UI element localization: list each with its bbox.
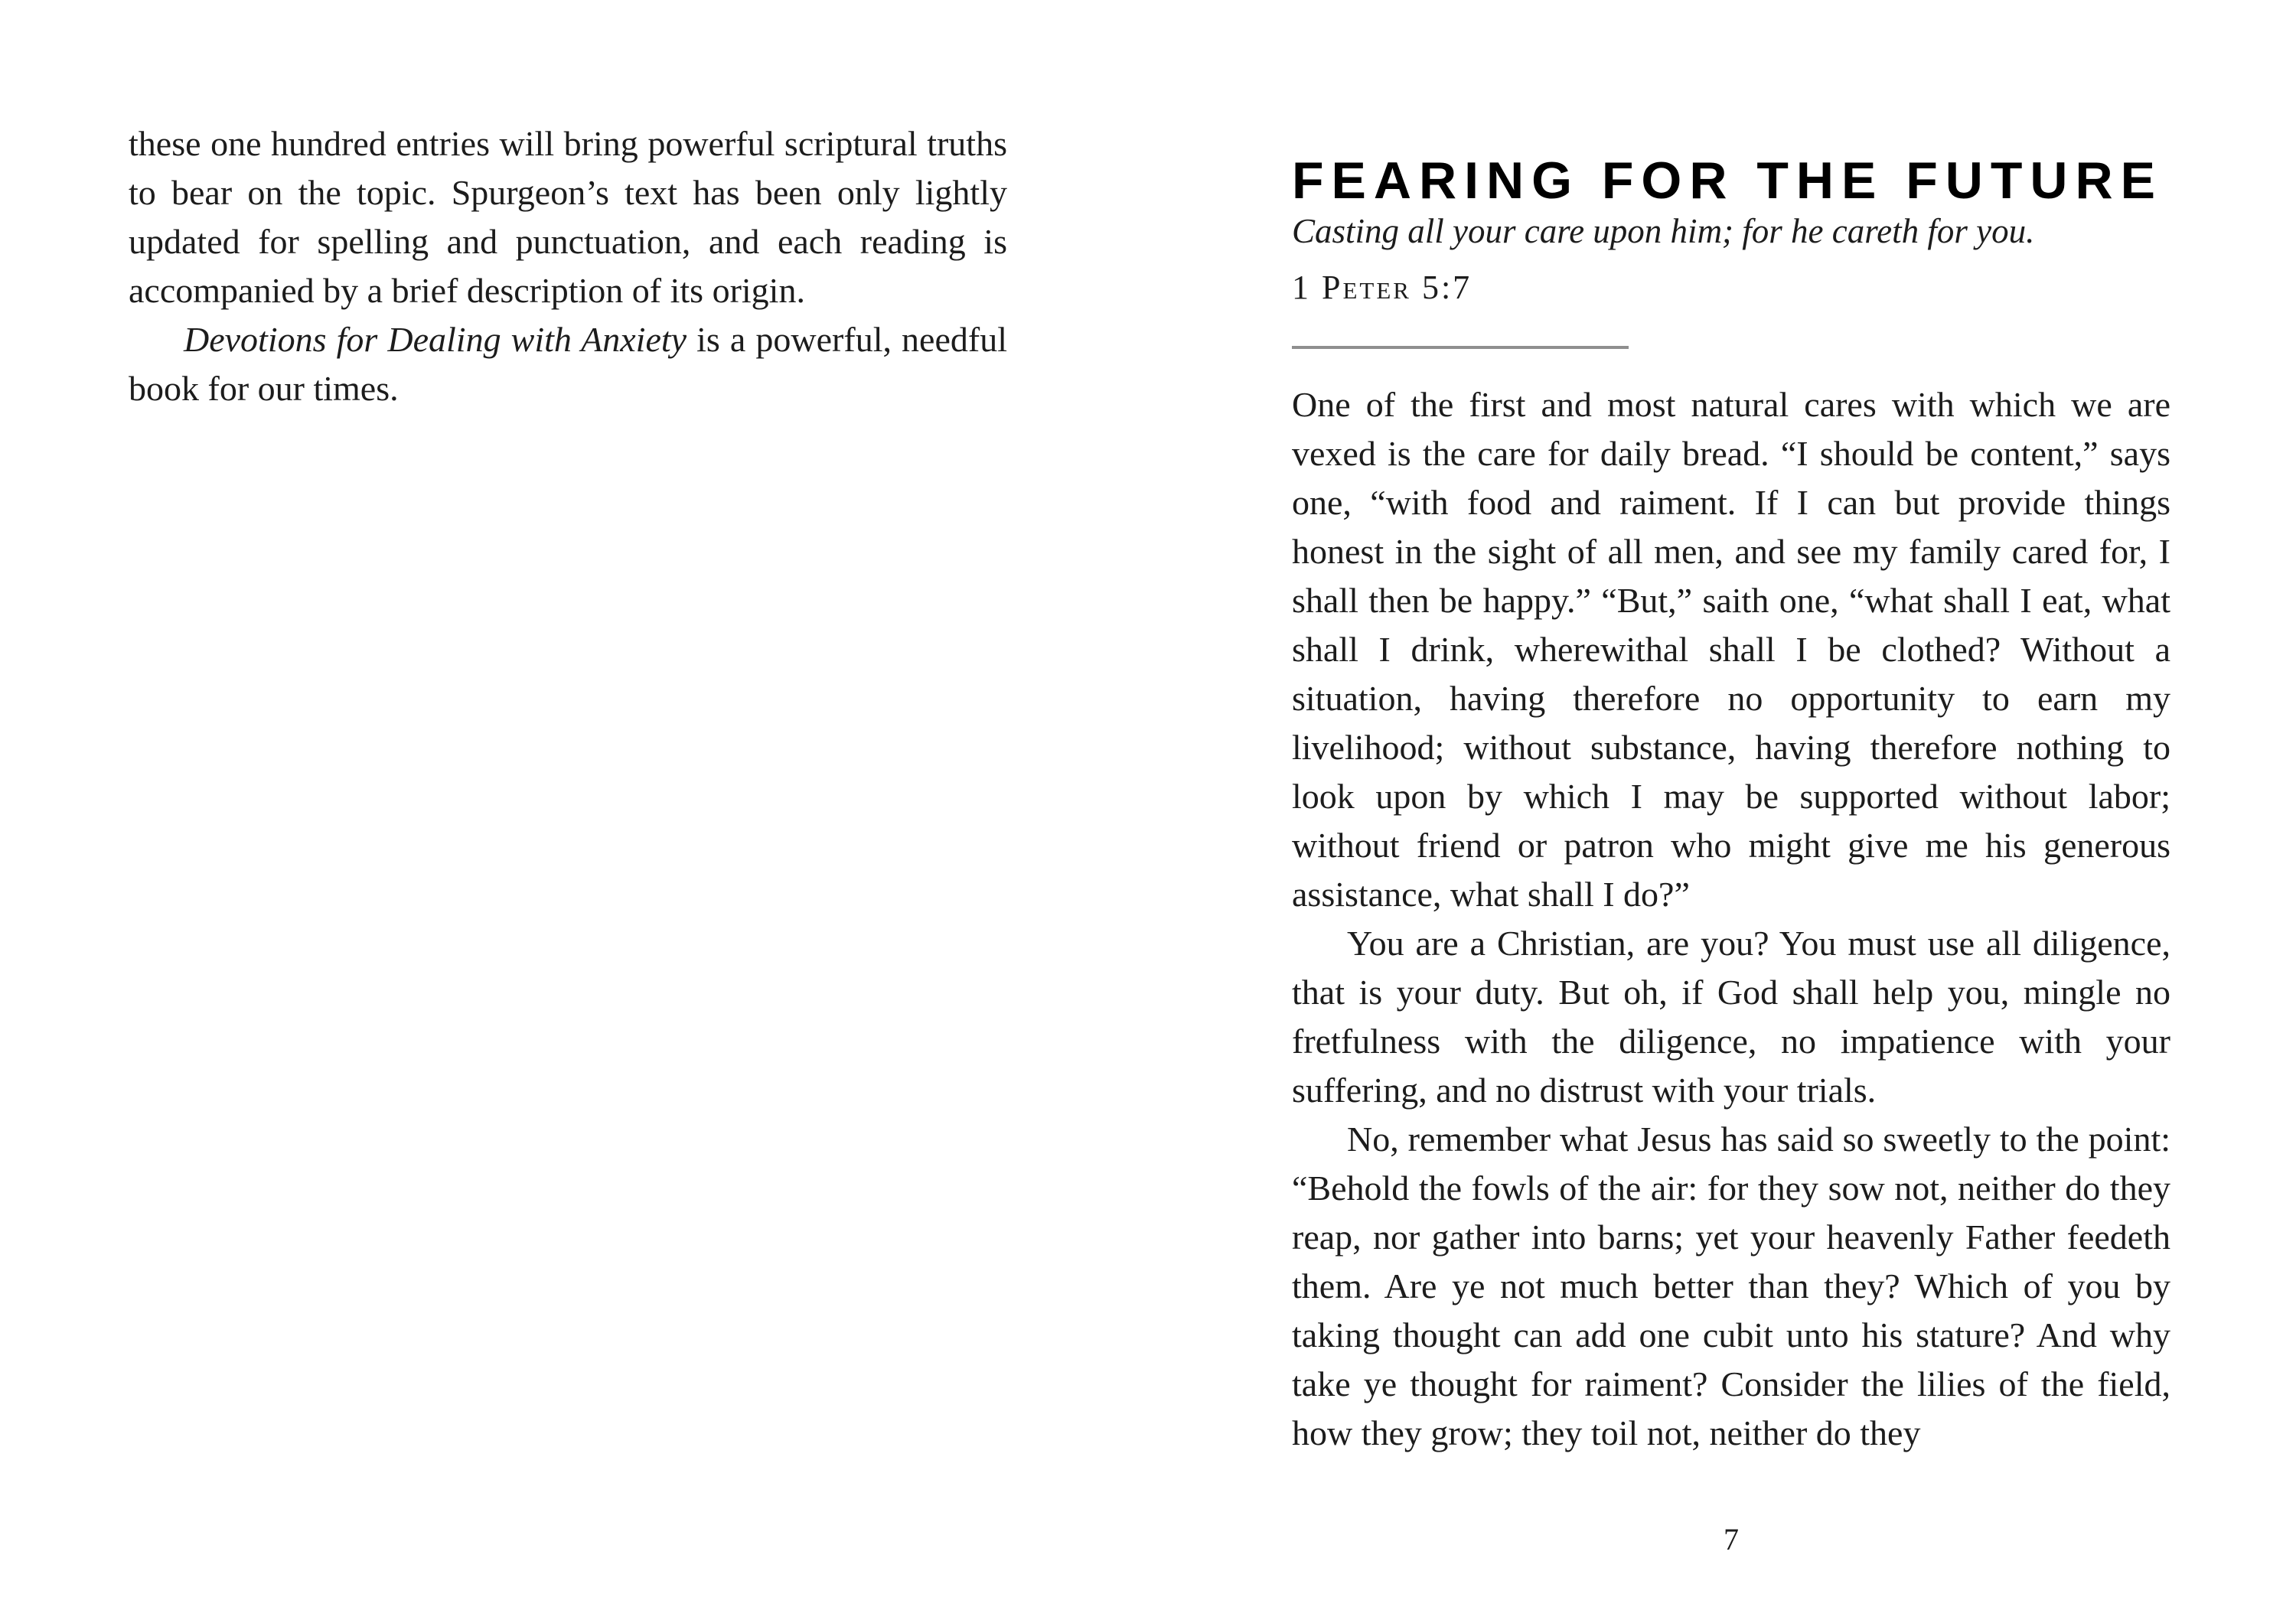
page-number: 7: [1724, 1522, 1739, 1556]
chapter-title: FEARING FOR THE FUTURE: [1292, 151, 2163, 210]
left-page-text: [129, 119, 1007, 413]
scripture-reference: 1 Peter 5:7: [1292, 269, 1473, 306]
chapter-epigraph: Casting all your care upon him; for he careth for you.: [1292, 212, 2035, 250]
paragraph: You are a Christian, are you? You must use all diligence, that is your duty. But oh, if God shall help you, mingle no fretfulness with the diligence, no impatience with your suffering, and no distrust with your trials.: [1292, 924, 2170, 1110]
paragraph: One of the first and most natural cares with which we are vexed is the care for daily bread. “I should be content,” says one, “with food and raiment. If I can but provide things honest in the sight of all men, and see my family cared for, I shall then be happy.” “But,” saith one, “what shall I eat, what shall I drink, wherewithal shall I be clothed? Without a situation, having therefore no opportunity to earn my livelihood; without substance, having therefore nothing to look upon by which I may be supported without labor; without friend or patron who might give me his generous assistance, what shall I do?”: [1292, 385, 2170, 914]
paragraph: these one hundred entries will bring powerful scriptural truths to bear on the topic. Spurgeon’s text has been only lightly updated for spelling and punctuation, and each reading is accompanied by a brief description of its origin.: [129, 124, 1007, 310]
chapter-body: [1292, 380, 2170, 1458]
section-divider-rule: [1292, 346, 1629, 349]
paragraph: Devotions for Dealing with Anxiety is a powerful, needful book for our times.: [129, 320, 1007, 408]
paragraph: No, remember what Jesus has said so sweetly to the point: “Behold the fowls of the air: for they sow not, neither do they reap, nor gather into barns; yet your heavenly Father feedeth them. Are ye not much better than they? Which of you by taking thought can add one cubit unto his stature? And why take ye thought for raiment? Consider the lilies of the field, how they grow; they toil not, neither do they: [1292, 1120, 2170, 1452]
